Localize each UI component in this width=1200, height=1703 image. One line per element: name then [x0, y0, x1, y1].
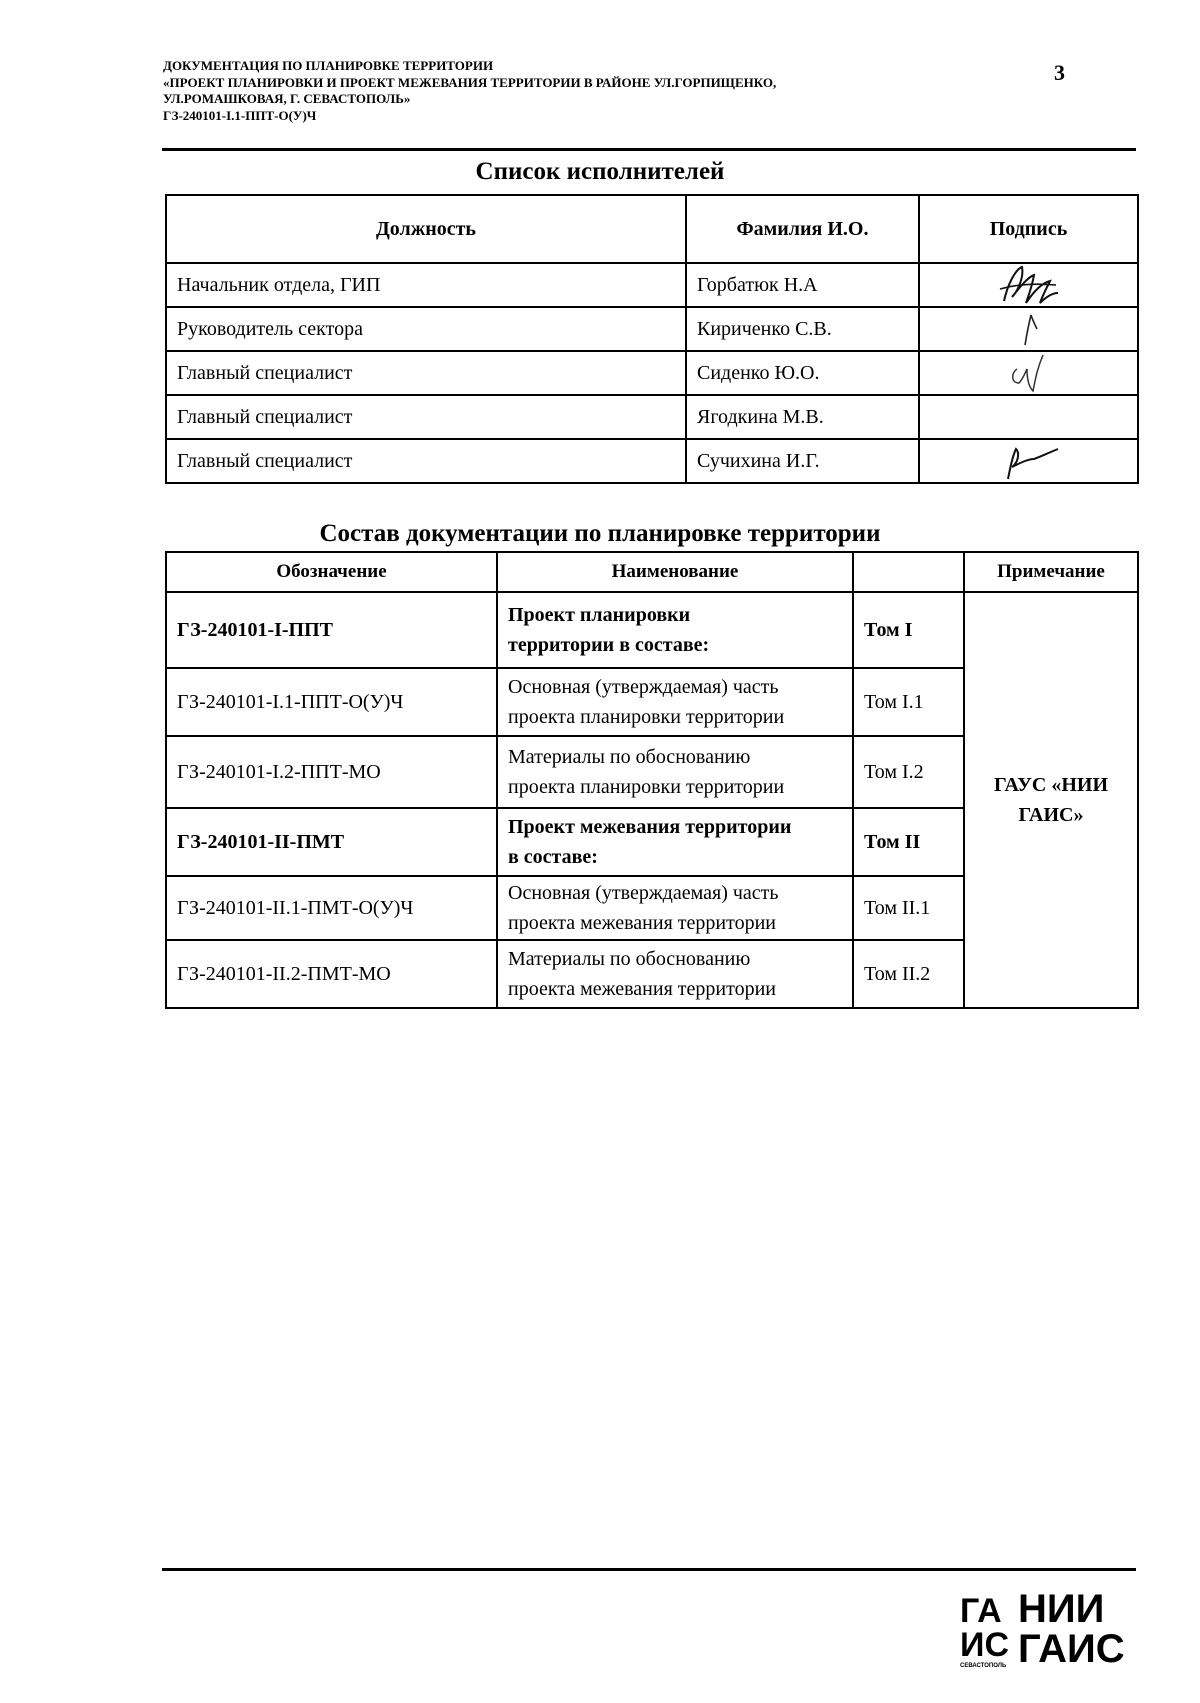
code-cell: ГЗ-240101-I.2-ППТ-МО — [166, 736, 497, 808]
table-row — [166, 307, 1138, 351]
table-row — [166, 592, 1138, 668]
logo-text-line-1: НИИ — [1018, 1587, 1105, 1631]
position-cell: Главный специалист — [166, 351, 686, 395]
title-line: проекта планировки территории — [508, 706, 785, 728]
signature-cell — [919, 351, 1138, 395]
note-cell — [964, 592, 1138, 1008]
code-cell: ГЗ-240101-I.1-ППТ-О(У)Ч — [166, 668, 497, 736]
name-cell: Сиденко Ю.О. — [686, 351, 919, 395]
header-line-4: ГЗ-240101-I.1-ППТ-О(У)Ч — [163, 107, 317, 123]
table-row — [166, 395, 1138, 439]
logo-text-line-2: ГАИС — [1018, 1627, 1125, 1668]
column-header-volume — [853, 552, 964, 592]
signature-image — [994, 441, 1064, 481]
title-cell — [497, 668, 853, 736]
document-header — [163, 58, 1063, 124]
executors-table — [165, 194, 1139, 484]
volume-cell: Том I.1 — [853, 668, 964, 736]
code-cell: ГЗ-240101-I-ППТ — [166, 592, 497, 668]
volume-cell: Том II.1 — [853, 876, 964, 940]
position-cell: Руководитель сектора — [166, 307, 686, 351]
column-header-position: Должность — [166, 195, 686, 263]
header-line-3: УЛ.РОМАШКОВАЯ, Г. СЕВАСТОПОЛЬ» — [163, 91, 411, 106]
title-line: Материалы по обоснованию — [508, 948, 751, 970]
executors-title: Список исполнителей — [475, 158, 725, 185]
title-cell — [497, 736, 853, 808]
column-header-name: Фамилия И.О. — [686, 195, 919, 263]
logo-mark-top: ГА — [960, 1592, 1002, 1630]
volume-cell: Том I.2 — [853, 736, 964, 808]
note-line: ГАИС» — [1018, 804, 1084, 826]
header-line-1: ДОКУМЕНТАЦИЯ ПО ПЛАНИРОВКЕ ТЕРРИТОРИИ — [163, 58, 494, 73]
title-cell — [497, 808, 853, 876]
nii-gais-logo — [960, 1586, 1140, 1668]
table-row — [166, 351, 1138, 395]
position-cell: Главный специалист — [166, 439, 686, 483]
signature-image — [994, 263, 1064, 307]
signature-cell — [919, 439, 1138, 483]
title-line: проекта межевания территории — [508, 912, 776, 934]
code-cell: ГЗ-240101-II-ПМТ — [166, 808, 497, 876]
header-rule — [162, 148, 1136, 151]
name-cell: Кириченко С.В. — [686, 307, 919, 351]
title-line: Проект планировки — [508, 604, 691, 626]
signature-image — [1009, 309, 1049, 349]
column-header-code: Обозначение — [166, 552, 497, 592]
signature-cell — [919, 395, 1138, 439]
column-header-title: Наименование — [497, 552, 853, 592]
signature-cell — [919, 307, 1138, 351]
title-line: территории в составе: — [508, 634, 710, 656]
volume-cell: Том II — [853, 808, 964, 876]
logo-city: СЕВАСТОПОЛЬ — [960, 1663, 1007, 1668]
title-cell — [497, 940, 853, 1008]
title-line: Проект межевания территории — [508, 816, 792, 838]
title-line: Основная (утверждаемая) часть — [508, 676, 779, 698]
name-cell: Сучихина И.Г. — [686, 439, 919, 483]
footer-rule — [162, 1568, 1136, 1571]
logo-mark-bottom: ИС — [960, 1626, 1009, 1664]
title-line: в составе: — [508, 846, 598, 868]
title-cell — [497, 592, 853, 668]
title-line: проекта планировки территории — [508, 776, 785, 798]
composition-title: Состав документации по планировке территории — [319, 520, 881, 547]
position-cell: Начальник отдела, ГИП — [166, 263, 686, 307]
code-cell: ГЗ-240101-II.2-ПМТ-МО — [166, 940, 497, 1008]
table-row — [166, 263, 1138, 307]
title-line: Материалы по обоснованию — [508, 746, 751, 768]
position-cell: Главный специалист — [166, 395, 686, 439]
name-cell: Ягодкина М.В. — [686, 395, 919, 439]
table-header-row — [166, 552, 1138, 592]
title-line: Основная (утверждаемая) часть — [508, 882, 779, 904]
table-row — [166, 439, 1138, 483]
name-cell: Горбатюк Н.А — [686, 263, 919, 307]
header-line-2: «ПРОЕКТ ПЛАНИРОВКИ И ПРОЕКТ МЕЖЕВАНИЯ ТЕРРИТОРИИ В РАЙОНЕ УЛ.ГОРПИЩЕНКО, — [163, 74, 777, 90]
volume-cell: Том I — [853, 592, 964, 668]
composition-table — [165, 551, 1139, 1009]
title-cell — [497, 876, 853, 940]
title-line: проекта межевания территории — [508, 978, 776, 1000]
volume-cell: Том II.2 — [853, 940, 964, 1008]
signature-cell — [919, 263, 1138, 307]
signature-image — [999, 351, 1059, 395]
column-header-signature: Подпись — [919, 195, 1138, 263]
code-cell: ГЗ-240101-II.1-ПМТ-О(У)Ч — [166, 876, 497, 940]
page-number: 3 — [1054, 60, 1065, 85]
column-header-note: Примечание — [964, 552, 1138, 592]
note-line: ГАУС «НИИ — [993, 774, 1109, 796]
table-header-row — [166, 195, 1138, 263]
